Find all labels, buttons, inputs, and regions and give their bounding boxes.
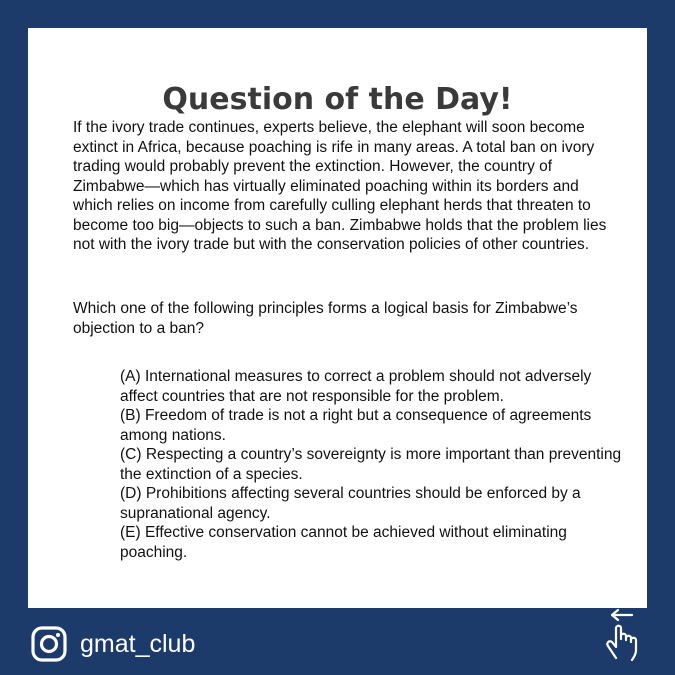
footer (30, 624, 195, 664)
option-e[interactable]: (E) Effective conservation cannot be achieved without eliminating poaching. (120, 524, 567, 561)
option-a[interactable]: (A) International measures to correct a problem should not adversely affect countries that are not responsible for the problem. (120, 368, 592, 405)
instagram-icon[interactable] (30, 625, 68, 663)
instagram-handle[interactable]: gmat_club (80, 630, 196, 658)
option-d[interactable]: (D) Prohibitions affecting several countries should be enforced by a supranational agency. (120, 485, 581, 522)
option-b[interactable]: (B) Freedom of trade is not a right but a consequence of agreements among nations. (120, 407, 592, 444)
page-title: Question of the Day! (162, 82, 513, 117)
passage-text: If the ivory trade continues, experts believe, the elephant will soon become extinct in Africa, because poaching is rife in many areas. A total ban on ivory trading would probably prevent the extinction. However, the country of Zimbabwe—which has virtually eliminated poaching within its borders and which relies on income from carefully culling elephant herds that threaten to become too big—objects to such a ban. Zimbabwe holds that the problem lies not with the ivory trade but with the conservation policies of other countries. (73, 119, 607, 253)
option-c[interactable]: (C) Respecting a country’s sovereignty is more important than preventing the extinction of a species. (120, 446, 622, 483)
question-card (28, 28, 647, 608)
swipe-hand-icon (598, 606, 648, 664)
answer-options (120, 367, 630, 562)
question-text: Which one of the following principles forms a logical basis for Zimbabwe’s objection to a ban? (73, 300, 578, 337)
